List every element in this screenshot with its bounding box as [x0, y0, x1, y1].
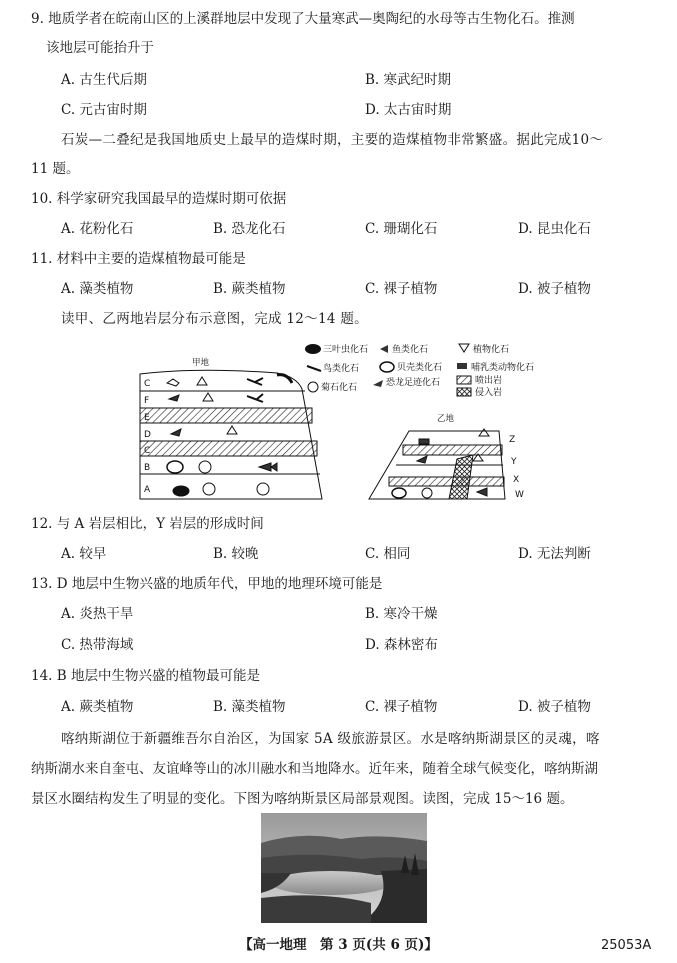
- layer-label-d: D: [144, 430, 151, 440]
- layer-label-b: B: [144, 463, 151, 473]
- legend-plant: 植物化石: [473, 345, 510, 355]
- layer-label-y: Y: [511, 457, 517, 467]
- material2-line2: 纳斯湖水来自奎屯、友谊峰等山的冰川融水和当地降水。近年来，随着全球气候变化，喀纳斯湖: [31, 761, 598, 777]
- legend-bird: 鸟类化石: [323, 364, 360, 374]
- q10-option-d: D. 昆虫化石: [518, 221, 591, 237]
- q11-option-d: D. 被子植物: [518, 281, 591, 297]
- kanas-lake-photo: [261, 813, 427, 923]
- q12-option-d: D. 无法判断: [518, 546, 591, 562]
- legend-fish: 鱼类化石: [392, 345, 429, 355]
- q9-stem-line1: 9. 地质学者在皖南山区的上溪群地层中发现了大量寒武—奥陶纪的水母等古生物化石。推测: [31, 11, 575, 27]
- q10-stem: 10. 科学家研究我国最早的造煤时期可依据: [31, 191, 287, 207]
- q11-option-b: B. 蕨类植物: [213, 281, 286, 297]
- q12-option-c: C. 相同: [365, 546, 411, 562]
- mammal-legend-icon: [457, 363, 467, 369]
- trilobite-fossil-icon: [173, 486, 189, 496]
- intrusive-rock-legend-icon: [457, 388, 471, 396]
- trilobite-legend-icon: [305, 344, 321, 354]
- q13-option-b: B. 寒冷干燥: [365, 606, 438, 622]
- plant-legend-icon: [459, 344, 469, 352]
- shell-legend-icon: [380, 362, 394, 372]
- layer-label-c: C: [144, 446, 151, 456]
- q11-option-a: A. 藻类植物: [61, 281, 134, 297]
- q13-option-d: D. 森林密布: [365, 637, 438, 653]
- legend-trilobite: 三叶虫化石: [323, 345, 369, 355]
- ammonite-legend-icon: [308, 382, 318, 392]
- q12-stem: 12. 与 A 岩层相比，Y 岩层的形成时间: [31, 516, 264, 532]
- q14-stem: 14. B 地层中生物兴盛的植物最可能是: [31, 668, 260, 684]
- q14-option-b: B. 藻类植物: [213, 699, 286, 715]
- layer-label-f: F: [144, 396, 150, 406]
- page-footer: 【高一地理 第 3 页(共 6 页)】: [239, 937, 438, 953]
- q14-option-d: D. 被子植物: [518, 699, 591, 715]
- site-a-label: 甲地: [192, 358, 210, 368]
- dinosaur-track-legend-icon: [373, 380, 383, 387]
- q10-option-a: A. 花粉化石: [61, 221, 134, 237]
- q14-option-a: A. 蕨类植物: [61, 699, 134, 715]
- site-b-layer-labels: [509, 435, 524, 500]
- q11-option-c: C. 裸子植物: [365, 281, 438, 297]
- bird-legend-icon: [307, 366, 321, 371]
- q9-option-d: D. 太古宙时期: [365, 102, 452, 118]
- material1-line1: 石炭—二叠纪是我国地质史上最早的造煤时期，主要的造煤植物非常繁盛。据此完成10～: [61, 132, 604, 148]
- material2-line3: 景区水圈结构发生了明显的变化。下图为喀纳斯景区局部景观图。读图，完成 15～16 题。: [31, 791, 574, 807]
- extrusive-rock-legend-icon: [457, 376, 471, 384]
- layer-label-a: A: [144, 485, 151, 495]
- q9-stem-line2: 该地层可能抬升于: [46, 40, 154, 56]
- layer-label-w: W: [515, 490, 524, 500]
- paper-code: 25053A: [601, 938, 652, 953]
- q10-option-b: B. 恐龙化石: [213, 221, 286, 237]
- legend-shell: 贝壳类化石: [397, 363, 443, 373]
- site-a-strata: [140, 370, 322, 499]
- q14-option-c: C. 裸子植物: [365, 699, 438, 715]
- site-b-label: 乙地: [437, 414, 455, 424]
- q13-option-a: A. 炎热干旱: [61, 606, 134, 622]
- legend-ammonite: 菊石化石: [321, 383, 358, 393]
- layer-label-x: X: [513, 475, 520, 485]
- material1-line2: 11 题。: [31, 161, 80, 177]
- legend-intrusive: 侵入岩: [475, 388, 503, 398]
- legend-mammal: 哺乳类动物化石: [471, 363, 535, 373]
- q12-option-b: B. 较晚: [213, 546, 259, 562]
- layer-label-e: E: [144, 413, 150, 423]
- q9-option-c: C. 元古宙时期: [61, 102, 147, 118]
- fish-legend-icon: [380, 345, 388, 353]
- intro-12-14: 读甲、乙两地岩层分布示意图，完成 12～14 题。: [61, 311, 368, 327]
- q9-option-a: A. 古生代后期: [61, 72, 147, 88]
- q9-option-b: B. 寒武纪时期: [365, 72, 452, 88]
- layer-label-z: Z: [509, 435, 516, 445]
- layer-label-c-top: C: [144, 379, 151, 389]
- q12-option-a: A. 较早: [61, 546, 107, 562]
- q10-option-c: C. 珊瑚化石: [365, 221, 438, 237]
- rock-strata-diagram: [137, 339, 550, 502]
- q11-stem: 11. 材料中主要的造煤植物最可能是: [31, 251, 246, 267]
- mammal-fossil-icon: [419, 439, 429, 444]
- legend-extrusive: 喷出岩: [475, 376, 503, 386]
- material2-line1: 喀纳斯湖位于新疆维吾尔自治区，为国家 5A 级旅游景区。水是喀纳斯湖景区的灵魂，喀: [61, 731, 600, 747]
- legend: [305, 343, 534, 398]
- legend-dinosaur-track: 恐龙足迹化石: [386, 378, 441, 388]
- q13-stem: 13. D 地层中生物兴盛的地质年代，甲地的地理环境可能是: [31, 576, 383, 592]
- q13-option-c: C. 热带海域: [61, 637, 134, 653]
